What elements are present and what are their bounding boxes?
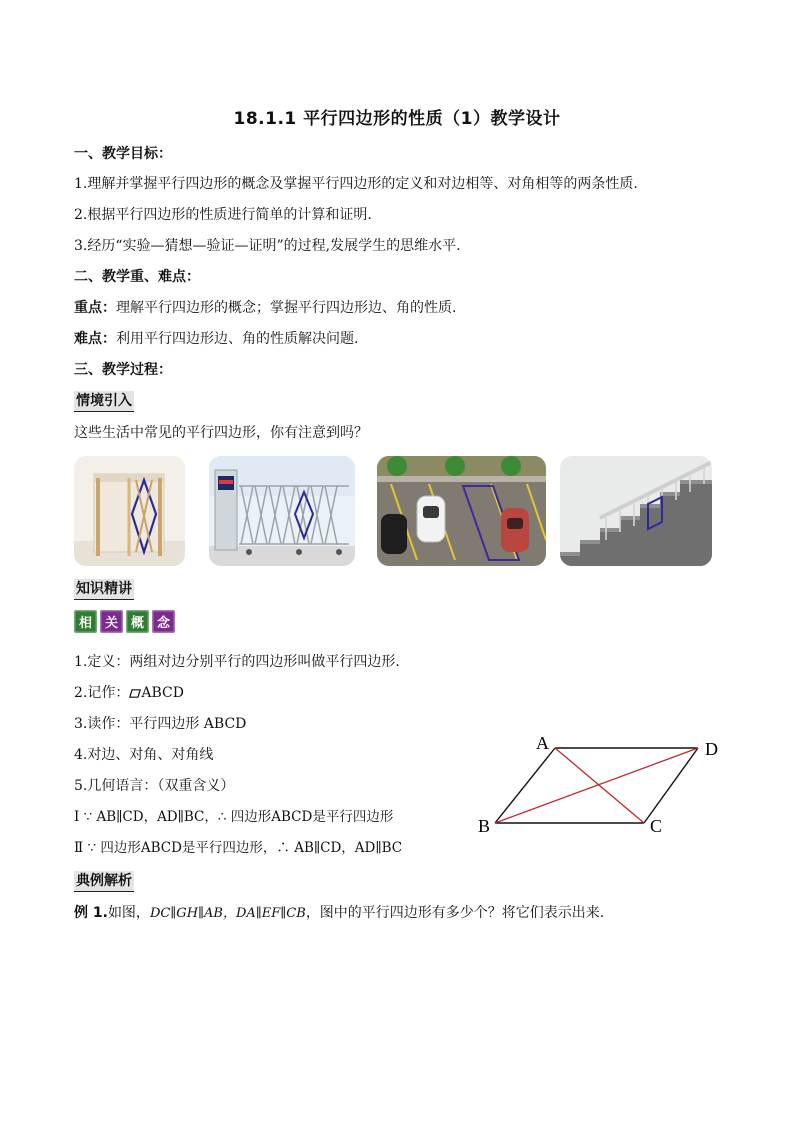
parallelogram-symbol-icon [129,689,141,698]
concept-badges [74,610,175,633]
example-tag: 典例解析 [74,871,134,892]
vertex-label-a: A [536,733,549,753]
vertex-label-b: B [478,816,491,836]
section-heading-key-points: 二、教学重、难点： [74,269,200,285]
laundry-hamper-image [74,456,185,566]
parallelogram-diagram [472,728,732,843]
knowledge-tag: 知识精讲 [74,579,134,600]
photo-retractable-gate [209,456,355,566]
intro-text: 这些生活中常见的平行四边形，你有注意到吗？ [74,425,368,441]
statement-1: Ⅰ ∵ AB∥CD，AD∥BC，∴ 四边形ABCD是平行四边形 [74,809,394,825]
difficult-point-text: 利用平行四边形边、角的性质解决问题. [116,331,359,347]
badge-xiang: 相 [74,610,97,633]
statement-2: Ⅱ ∵ 四边形ABCD是平行四边形，∴ AB∥CD，AD∥BC [74,840,403,856]
key-point-text: 理解平行四边形的概念；掌握平行四边形边、角的性质. [116,300,457,316]
vertex-label-c: C [650,816,663,836]
difficult-point [74,329,358,349]
example-label: 例 1. [74,905,108,921]
notation-value: ABCD [141,685,184,701]
badge-gai: 概 [126,610,149,633]
key-point [74,298,456,318]
notation-prefix: 2.记作： [74,685,130,701]
retractable-gate-image [209,456,355,566]
elements: 4.对边、对角、对角线 [74,747,214,763]
example-pre: 如图， [107,905,150,921]
diagonal-ac [555,748,644,823]
geo-language: 5.几何语言：（双重含义） [74,778,235,794]
badge-nian: 念 [152,610,175,633]
notation [74,683,184,703]
objective-3: 3.经历“实验—猜想—验证—证明”的过程,发展学生的思维水平. [74,238,461,254]
example-post: ，图中的平行四边形有多少个？将它们表示出来. [305,905,605,921]
definition: 1.定义：两组对边分别平行的四边形叫做平行四边形. [74,654,400,670]
staircase-railing-image [560,456,712,566]
vertex-label-d: D [705,739,718,759]
badge-guan: 关 [100,610,123,633]
objective-1: 1.理解并掌握平行四边形的概念及掌握平行四边形的定义和对边相等、对角相等的两条性质. [74,176,638,192]
side-dc [644,748,698,823]
difficult-point-label: 难点： [74,331,116,347]
example-math: DC∥GH∥AB，DA∥EF∥CB [149,906,306,921]
intro-tag: 情境引入 [74,391,134,412]
section-heading-process: 三、教学过程： [74,362,172,378]
photo-staircase-railing [560,456,712,566]
page-title: 18.1.1 平行四边形的性质（1）教学设计 [233,109,561,129]
example-1 [74,903,604,924]
photo-laundry-hamper [74,456,185,566]
objective-2: 2.根据平行四边形的性质进行简单的计算和证明. [74,207,372,223]
parking-lot-image [377,456,546,566]
photo-parking-lot [377,456,546,566]
key-point-label: 重点： [74,300,116,316]
section-heading-objectives: 一、教学目标： [74,146,172,162]
reading: 3.读作：平行四边形 ABCD [74,716,247,732]
